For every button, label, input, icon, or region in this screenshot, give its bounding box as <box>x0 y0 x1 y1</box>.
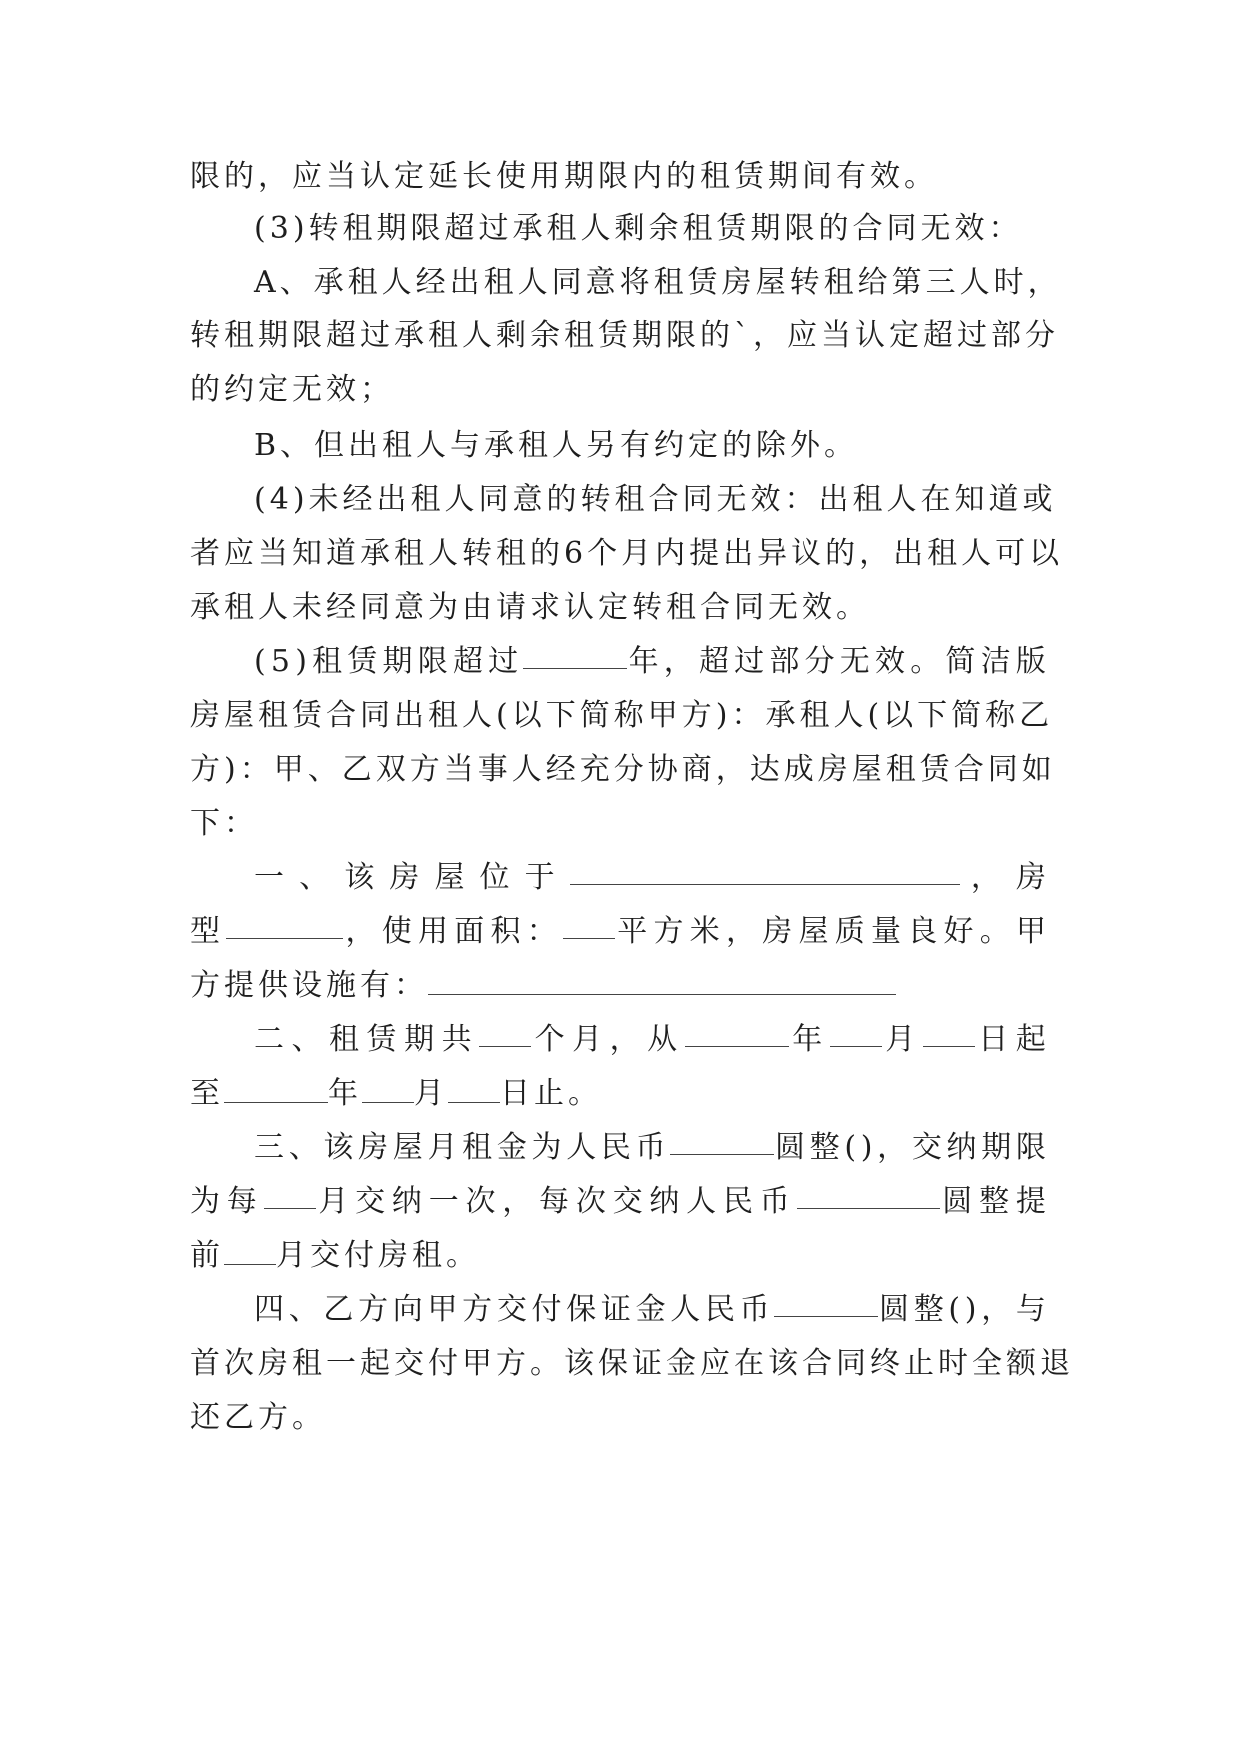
paragraph-line: 二 、 租 赁 期 共 个 月 ， 从 年 月 日 起 <box>254 1022 1050 1057</box>
paragraph-line: A 、 承 租 人 经 出 租 人 同 意 将 租 赁 房 屋 转 租 给 第 三 人 时 ， <box>254 265 1062 300</box>
paragraph-line: 型 ， 使 用 面 积 ： 平 方 米 ， 房 屋 质 量 良 好 。 甲 <box>190 914 1050 949</box>
fill-in-blank <box>563 912 615 939</box>
paragraph-line: ( 5 ) 租 赁 期 限 超 过 年 ， 超 过 部 分 无 效 。 简 洁 版 <box>254 644 1050 679</box>
paragraph-line: 转 租 期 限 超 过 承 租 人 剩 余 租 赁 期 限 的 ` ， 应 当 认 定 超 过 部 分 <box>190 318 1059 353</box>
fill-in-blank <box>670 1128 774 1155</box>
fill-in-blank <box>479 1020 531 1047</box>
fill-in-blank <box>523 642 627 669</box>
fill-in-blank <box>224 1076 328 1103</box>
fill-in-blank <box>264 1182 316 1209</box>
fill-in-blank <box>570 858 960 885</box>
paragraph-line: 四 、 乙 方 向 甲 方 交 付 保 证 金 人 民 币 圆 整 ( ) ， 与 <box>254 1292 1050 1327</box>
paragraph-line: 下： <box>190 806 258 841</box>
paragraph-line: 方 ) ： 甲 、 乙 双 方 当 事 人 经 充 分 协 商 ， 达 成 房 屋 租 赁 合 同 如 <box>190 752 1056 787</box>
paragraph-line: (3)转租期限超过承租人剩余租赁期限的合同无效： <box>254 211 1023 246</box>
fill-in-blank <box>923 1020 975 1047</box>
paragraph-line: 至 年 月 日止。 <box>190 1076 602 1111</box>
paragraph-line: 还乙方。 <box>190 1400 326 1435</box>
fill-in-blank <box>685 1020 789 1047</box>
fill-in-blank <box>448 1076 500 1103</box>
fill-in-blank <box>797 1182 940 1209</box>
paragraph-line: 首 次 房 租 一 起 交 付 甲 方 。 该 保 证 金 应 在 该 合 同 终 止 时 全 额 退 <box>190 1346 1074 1381</box>
fill-in-blank <box>774 1290 878 1317</box>
paragraph-line: 承租人未经同意为由请求认定转租合同无效。 <box>190 590 870 625</box>
paragraph-line: 房 屋 租 赁 合 同 出 租 人 ( 以 下 简 称 甲 方 ) ： 承 租 人 ( 以 下 简 称 乙 <box>190 698 1054 733</box>
fill-in-blank <box>428 968 896 995</box>
paragraph-line: B、但出租人与承租人另有约定的除外。 <box>254 428 859 463</box>
paragraph-line: 前 月交付房租。 <box>190 1238 480 1273</box>
paragraph-line: ( 4 ) 未 经 出 租 人 同 意 的 转 租 合 同 无 效 ： 出 租 人 在 知 道 或 <box>254 482 1057 517</box>
paragraph-line: 限的，应当认定延长使用期限内的租赁期间有效。 <box>190 159 938 194</box>
paragraph-line: 方提供设施有： <box>190 966 896 1006</box>
fill-in-blank <box>224 1238 276 1265</box>
paragraph-line: 一 、 该 房 屋 位 于 ， 房 <box>254 860 1050 895</box>
paragraph-line: 者 应 当 知 道 承 租 人 转 租 的 6 个 月 内 提 出 异 议 的 ， 出 租 人 可 以 <box>190 536 1064 571</box>
fill-in-blank <box>362 1076 414 1103</box>
paragraph-line: 为 每 月 交 纳 一 次 ， 每 次 交 纳 人 民 币 圆 整 提 <box>190 1184 1050 1219</box>
fill-in-blank <box>830 1020 882 1047</box>
fill-in-blank <box>226 912 343 939</box>
paragraph-line: 三 、 该 房 屋 月 租 金 为 人 民 币 圆 整 ( ) ， 交 纳 期 限 <box>254 1130 1050 1165</box>
paragraph-line: 的约定无效； <box>190 372 394 407</box>
